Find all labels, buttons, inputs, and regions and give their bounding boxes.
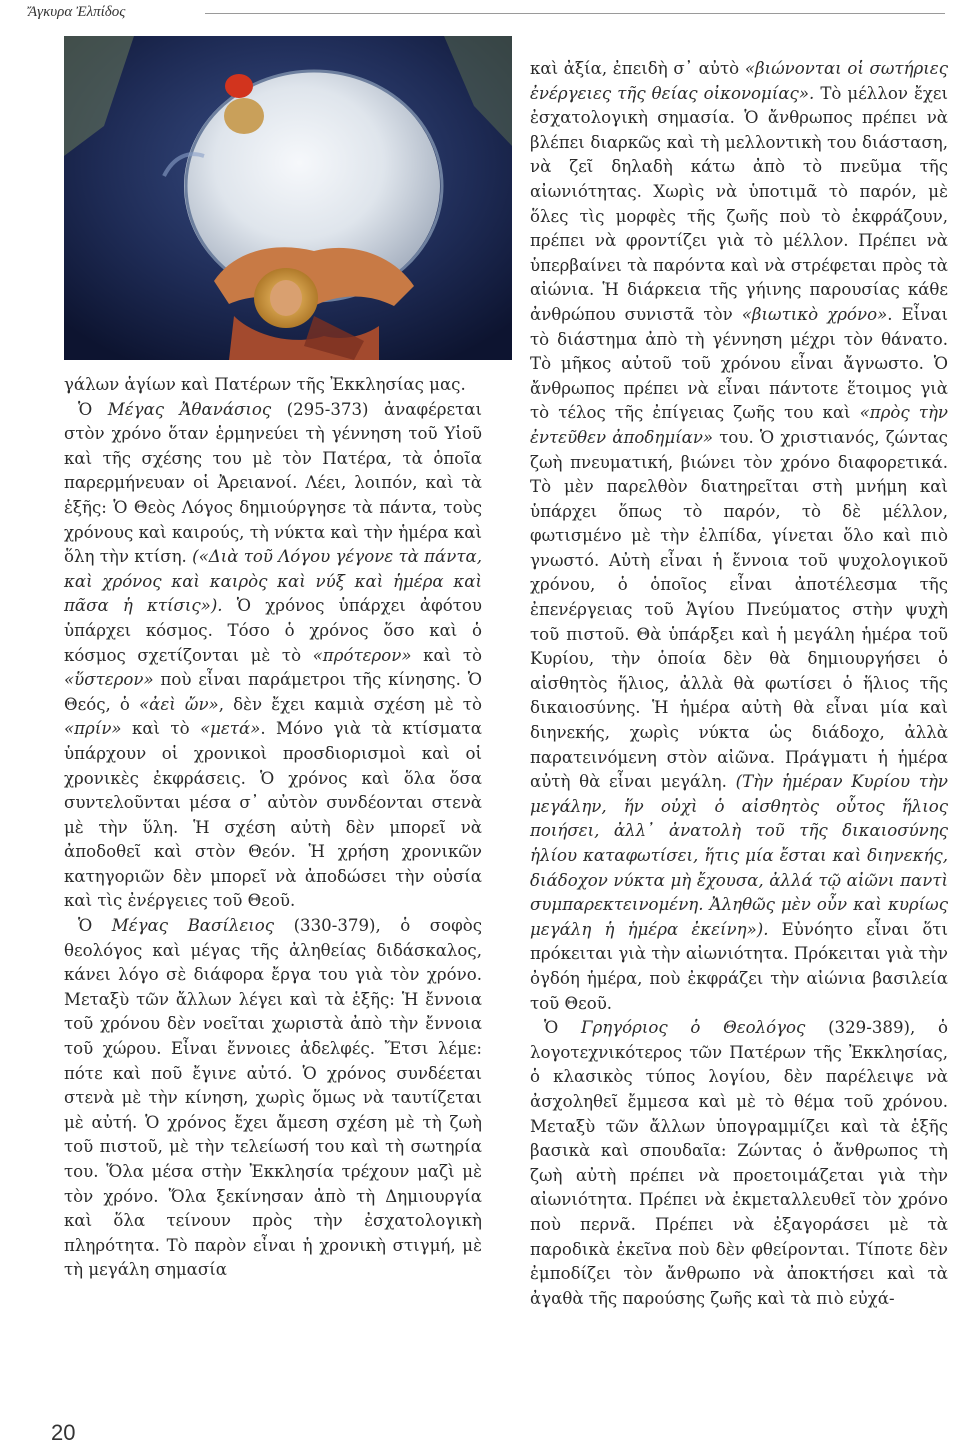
italic-name: Μέγας Ἀθανάσιος (107, 399, 272, 419)
icon-illustration (64, 36, 512, 360)
paragraph-5 (530, 1016, 948, 1311)
right-column (530, 57, 948, 1311)
italic-quote: «μετά» (199, 719, 261, 739)
left-column (64, 373, 482, 1283)
italic-quote: «ὕστερον» (64, 670, 154, 690)
journal-title: Ἄγκυρα Ἐλπίδος (28, 4, 126, 20)
text-span: (295-373) ἀναφέρεται στὸν χρόνο ὅταν ἑρμηνεύει τὴ γέννηση τοῦ Υἱοῦ καὶ τῆς σχέσης του μὲ τὸν Πατέρα, τὰ ὁποῖα παρερμήνευαν οἱ Ἀρειανοί. Λέει, λοιπόν, καὶ τὰ ἑξῆς: Ὁ Θεὸς Λόγος δημιούργησε τὰ πάντα, τοὺς χρόνους καὶ καιρούς, τὴ νύκτα καὶ τὴν ἡμέρα καὶ ὅλη τὴν κτίση. (64, 399, 482, 567)
text-span: Τὸ μέλλον ἔχει ἐσχατολογικὴ σημασία. Ὁ ἄνθρωπος πρέπει νὰ βλέπει διαρκῶς καὶ τὴ μελλοντικὴ του διάσταση, νὰ ζεῖ δηλαδὴ κάτω ἀπὸ τὸ πνεῦμα τῆς αἰωνιότητας. Χωρὶς νὰ ὑποτιμᾶ τὸ παρόν, μὲ ὅλες τὶς μορφὲς τῆς ζωῆς ποὺ τὸ ἐκφράζουν, πρέπει νὰ φροντίζει γιὰ τὸ μέλλον. Πρέπει νὰ ὑπερβαίνει τὰ παρόντα καὶ νὰ στρέφεται πρὸς τὰ αἰώνια. Ἡ διάρκεια τῆς γήινης παρουσίας κάθε ἀνθρώπου συνιστᾶ τὸν (530, 83, 949, 324)
text-span: Ὁ χρόνος ὑπάρχει ἀφότου ὑπάρχει κόσμος. Τόσο ὁ χρόνος ὅσο καὶ ὁ κόσμος σχετίζονται μὲ τὸ (64, 596, 483, 665)
page-number: 20 (51, 1420, 76, 1445)
italic-quote: «βιώνονται οἱ σωτήριες ἐνέργειες τῆς θείας οἰκονομίας». (530, 59, 948, 103)
text-span: Ὁ (544, 1018, 581, 1038)
text-span: (329-389), ὁ λογοτεχνικότερος τῶν Πατέρων τῆς Ἐκκλησίας, ὁ κλασικὸς τύπος λογίου, δὲν παρέλειψε νὰ ἀσχοληθεῖ ἔμμεσα καὶ μὲ τὸ θέμα τοῦ χρόνου. Μεταξὺ τῶν ἄλλων ὑπογραμμίζει καὶ τὰ ἑξῆς βασικὰ καὶ σπουδαῖα: Ζώντας ὁ ἄνθρωπος τὴ ζωὴ αὐτὴ πρέπει νὰ προετοιμάζεται γιὰ τὴν αἰωνιότητα. Πρέπει νὰ ἐκμεταλλευθεῖ τὸν χρόνο ποὺ περνᾶ. Πρέπει νὰ ἐξαγοράσει μὲ τὰ παροδικὰ ἐκεῖνα ποὺ δὲν φθείρονται. Τίποτε δὲν ἐμποδίζει τὸν ἄνθρωπο νὰ ἀποκτήσει καὶ τὰ ἀγαθὰ τῆς παρούσης ζωῆς καὶ τὰ πιὸ εὐχά- (530, 1018, 948, 1308)
text-span: ποὺ εἶναι παράμετροι τῆς κίνησης. Ὁ Θεός, ὁ (64, 670, 482, 714)
text-span: Ὁ (78, 399, 108, 419)
text-span: καὶ ἀξία, ἐπειδὴ σ᾽ αὐτὸ (530, 59, 745, 78)
text-span: Ὁ (78, 916, 112, 936)
italic-name: Γρηγόριος ὁ Θεολόγος (581, 1018, 806, 1038)
text-span: γάλων ἁγίων καὶ Πατέρων τῆς Ἐκκλησίας μας. (64, 375, 466, 394)
italic-quote: (Τὴν ἡμέραν Κυρίου τὴν μεγάλην, ἥν οὐχὶ ὁ αἰσθητὸς οὗτος ἥλιος ποιήσει, ἀλλ᾽ ἀνατολὴ τοῦ τῆς δικαιοσύνης ἡλίου καταφωτίσει, ἥτις μία ἔσται καὶ διηνεκής, διάδοχον νύκτα μὴ ἔχουσα, ἀλλά τῷ αἰῶνι παντὶ συμπαρεκτεινομένη. Ἀληθῶς μὲν οὖν καὶ κυρίως μεγάλη ἡ ἡμέρα ἐκείνη»). (530, 772, 948, 939)
christ-face (270, 280, 302, 316)
red-circle (225, 74, 253, 98)
italic-name: Μέγας Βασίλειος (111, 916, 275, 936)
text-span: (330-379), ὁ σοφὸς θεολόγος καὶ μέγας τῆς ἀληθείας διδάσκαλος, κάνει λόγο σὲ διάφορα ἔργα του γιὰ τὸν χρόνο. Μεταξὺ τῶν ἄλλων λέγει καὶ τὰ ἑξῆς: Ἡ ἔννοια τοῦ χρόνου δὲν νοεῖται χωριστὰ ἀπὸ τὴν ἔννοια τοῦ χώρου. Εἶναι ἔννοιες ἀδελφές. Ἔτσι λέμε: πότε καὶ ποῦ ἔγινε αὐτό. Ὁ χρόνος συνδέεται στενὰ μὲ τὴν κίνηση, χωρὶς ὅμως νὰ ταυτίζεται μὲ αὐτή. Ὁ χρόνος ἔχει ἄμεση σχέση μὲ τὴ ζωὴ τοῦ πιστοῦ, μὲ τὴν τελείωσή του καὶ τὴ σωτηρία του. Ὅλα μέσα στὴν Ἐκκλησία τρέχουν μαζὶ μὲ τὸν χρόνο. Ὅλα ξεκίνησαν ἀπὸ τὴ Δημιουργία καὶ ὅλα τείνουν πρὸς τὴν ἐσχατολογικὴ πληρότητα. Τὸ παρὸν εἶναι ἡ χρονικὴ στιγμή, μὲ τὴ μεγάλη σημασία (64, 916, 482, 1280)
text-span: , δὲν ἔχει καμιὰ σχέση μὲ τὸ (218, 694, 482, 714)
italic-quote: («Διὰ τοῦ Λόγου γέγονε τὰ πάντα, καὶ χρόνος καὶ καιρὸς καὶ νύξ καὶ ἡμέρα καὶ πᾶσα ἡ κτίσις»). (64, 547, 482, 616)
text-span: . Εἶναι τὸ διάστημα ἀπὸ τὴ γέννηση μέχρι τὸν θάνατο. Τὸ μῆκος αὐτοῦ τοῦ χρόνου εἶναι ἄγνωστο. Ὁ ἄνθρωπος πρέπει νὰ εἶναι πάντοτε ἕτοιμος γιὰ τὸ τέλος τῆς ἐπίγειας ζωῆς του καὶ (530, 304, 949, 423)
italic-quote: «πρίν» (64, 719, 122, 739)
text-span: καὶ τὸ (411, 645, 482, 665)
text-span: του. Ὁ χριστιανός, ζώντας ζωὴ πνευματική, βιώνει τὸν χρόνο διαφορετικά. Τὸ μὲν παρελθὸν διατηρεῖται στὴ μνήμη καὶ ὑπάρχει ὅπως τὸ παρόν, τὸ δὲ μέλλον, φωτισμένο μὲ τὴν ἐλπίδα, γίνεται ὅλο καὶ πιὸ γνωστό. Αὐτὴ εἶναι ἡ ἔννοια τοῦ ψυχολογικοῦ χρόνου, ὁ ὁποῖος εἶναι ἀποτέλεσμα τῆς ἐπενέργειας τοῦ Ἁγίου Πνεύματος στὴν ψυχὴ τοῦ πιστοῦ. Θὰ ὑπάρξει καὶ ἡ μεγάλη ἡμέρα τοῦ Κυρίου, τὴν ὁποία δὲν θὰ δημιουργήσει ὁ αἰσθητὸς ἥλιος, ἀλλὰ θὰ φωτίσει ὁ ἥλιος τῆς δικαιοσύνης. Ἡ ἡμέρα αὐτὴ θὰ εἶναι μία καὶ διηνεκής, χωρὶς νύκτα ὡς διάδοχο, ἀλλὰ παρατεινόμενη στὸν αἰῶνα. Πράγματι ἡ ἡμέρα αὐτὴ θὰ εἶναι μεγάλη. (530, 427, 948, 792)
paragraph-1 (64, 373, 482, 398)
text-span: καὶ τὸ (121, 719, 200, 739)
italic-quote: «βιωτικὸ χρόνο» (741, 304, 888, 324)
small-halo (224, 98, 264, 134)
text-span: . Μόνο γιὰ τὰ κτίσματα ὑπάρχουν οἱ χρονικοὶ προσδιορισμοὶ καὶ οἱ χρονικὲς ἐκφράσεις. Ὁ χρόνος καὶ ὅλα ὅσα συντελοῦνται μέσα σ᾽ αὐτὸν συνδέονται στενὰ μὲ τὴν ὕλη. Ἡ σχέση αὐτὴ δὲν μπορεῖ νὰ ἀποδοθεῖ καὶ στὸν Θεόν. Ἡ χρήση χρονικῶν κατηγοριῶν δὲν μπορεῖ νὰ ἀποδώσει τὴν οὐσία καὶ τὶς ἐνέργειες τοῦ Θεοῦ. (64, 719, 482, 911)
italic-quote: «πρὸς τὴν ἐντεῦθεν ἀποδημίαν» (530, 403, 948, 447)
header-rule (205, 13, 945, 14)
italic-quote: «πρότερον» (312, 645, 412, 665)
paragraph-2 (64, 398, 482, 914)
paragraph-4 (530, 57, 948, 1016)
text-span: Εὐνόητο εἶναι ὅτι πρόκειται γιὰ τὴν αἰωνιότητα. Πρόκειται γιὰ τὴν ὀγδόη ἡμέρα, ποὺ ἐκφράζει τὴν αἰώνια βασιλεία τοῦ Θεοῦ. (530, 919, 948, 1013)
paragraph-3 (64, 914, 482, 1283)
icon-painting (64, 36, 512, 360)
italic-quote: «ἀεὶ ὤν» (139, 694, 219, 714)
